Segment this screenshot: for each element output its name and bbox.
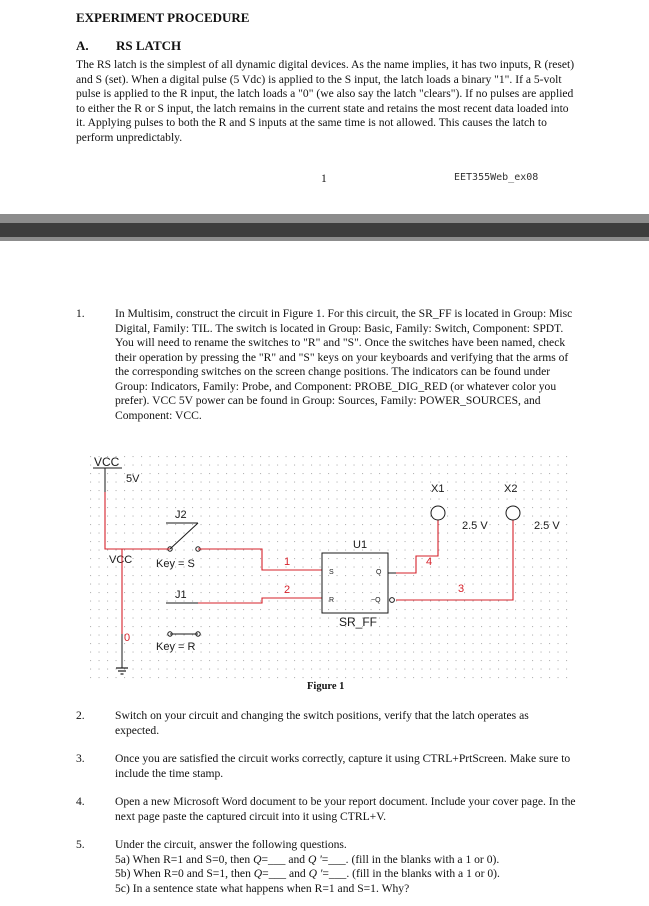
q5a-qprime-symbol: Q ' (307, 852, 322, 866)
net-0-label: 0 (124, 632, 131, 644)
x2-voltage: 2.5 V (534, 520, 560, 532)
sr-ff-label: SR_FF (339, 615, 378, 629)
q5b-part-2: =___ and (262, 867, 309, 880)
q5a-part-3: =___. (fill in the blanks with a 1 or 0). (321, 852, 500, 866)
step-text: Switch on your circuit and changing the switch positions, verify that the latch operates as expected. (115, 709, 529, 737)
step-number: 5. (76, 838, 85, 851)
vcc-small-label: VCC (109, 554, 133, 566)
x1-voltage: 2.5 V (462, 520, 488, 532)
q5b-qprime-symbol: Q ' (308, 867, 323, 880)
pin-r-label: R (329, 597, 335, 604)
vcc-label: VCC (94, 455, 120, 469)
section-letter: A. (76, 38, 89, 53)
q5b-q-symbol: Q (253, 867, 263, 880)
step-text: In Multisim, construct the circuit in Figure 1. For this circuit, the SR_FF is located in Group: Misc Digital, Family: TIL. The switch is located in Group: Basic, Family: Switch, Component: SPDT. You will need to rename the switches to "R" and "S". Once the switches have been named, check their operation by pressing the "R" and "S" keys on your keyboards and verifying that the arms of the corresponding switches on the screen change positions. The indicators can be found under Group: Indicators, Family: Probe, and Component: PROBE_DIG_RED (or whatever color you prefer). VCC 5V power can be found in Group: Sources, Family: POWER_SOURCES, and Component: VCC. (115, 307, 573, 422)
step-text: Once you are satisfied the circuit works correctly, capture it using CTRL+PrtScreen. Make sure to include the time stamp. (115, 752, 571, 780)
pin-s-label: S (329, 569, 334, 576)
net-4-label: 4 (426, 556, 433, 568)
step-number: 4. (76, 795, 85, 808)
step-5-intro: Under the circuit, answer the following questions. (115, 838, 347, 851)
question-5b (115, 867, 585, 882)
figure-caption: Figure 1 (307, 681, 345, 692)
step-number: 3. (76, 752, 85, 765)
pin-q-label: Q (376, 569, 382, 576)
pin-nq-label: ~Q (371, 597, 381, 604)
q5a-part-2: =___ and (261, 852, 308, 866)
vcc-value: 5V (126, 473, 140, 485)
step-5-questions (115, 838, 585, 896)
page-number: 1 (321, 172, 327, 185)
x2-label: X2 (504, 483, 518, 495)
doc-code: EET355Web_ex08 (454, 172, 539, 183)
step-number: 1. (76, 307, 85, 320)
q5b-part-1: 5b) When R=0 and S=1, then (115, 867, 254, 880)
section-title: RS LATCH (116, 38, 182, 53)
u1-label: U1 (353, 539, 368, 551)
net-3-label: 3 (458, 583, 465, 595)
question-5a (115, 853, 585, 868)
section-intro: The RS latch is the simplest of all dynamic digital devices. As the name implies, it has two inputs, R (reset) and S (set). When a digital pulse (5 Vdc) is applied to the S input, the latch loads a binary "1". If a 5-volt pulse is applied to the R input, the latch loads a "0" (we also say the latch "clears"). If no pulses are applied to either the R or S input, the latch remains in the current state and retains the most recent data loaded into it. Applying pulses to both the R and S inputs at the same time is not allowed. This causes the latch to perform unpredictably. (76, 58, 575, 144)
net-2-label: 2 (284, 584, 291, 596)
page-break-bottom (0, 237, 649, 241)
q5b-part-3: =___. (fill in the blanks with a 1 or 0). (322, 867, 500, 880)
page-break-top (0, 214, 649, 223)
page-title: EXPERIMENT PROCEDURE (76, 10, 250, 25)
net-1-label: 1 (284, 556, 291, 568)
x1-label: X1 (431, 483, 445, 495)
q5a-part-1: 5a) When R=1 and S=0, then (115, 852, 254, 866)
circuit-figure (86, 452, 572, 688)
key-r-label: Key = R (156, 641, 196, 653)
key-s-label: Key = S (156, 558, 195, 570)
probe-x2-icon (506, 506, 520, 520)
j1-label: J1 (175, 589, 187, 601)
step-number: 2. (76, 709, 85, 722)
question-5c: 5c) In a sentence state what happens when R=1 and S=1. Why? (115, 881, 410, 895)
q5a-q-symbol: Q (253, 852, 262, 866)
step-text: Open a new Microsoft Word document to be your report document. Include your cover page. In the next page paste the captured circuit into it using CTRL+V. (115, 795, 576, 823)
page-break-dark (0, 223, 649, 237)
j2-label: J2 (175, 509, 187, 521)
probe-x1-icon (431, 506, 445, 520)
